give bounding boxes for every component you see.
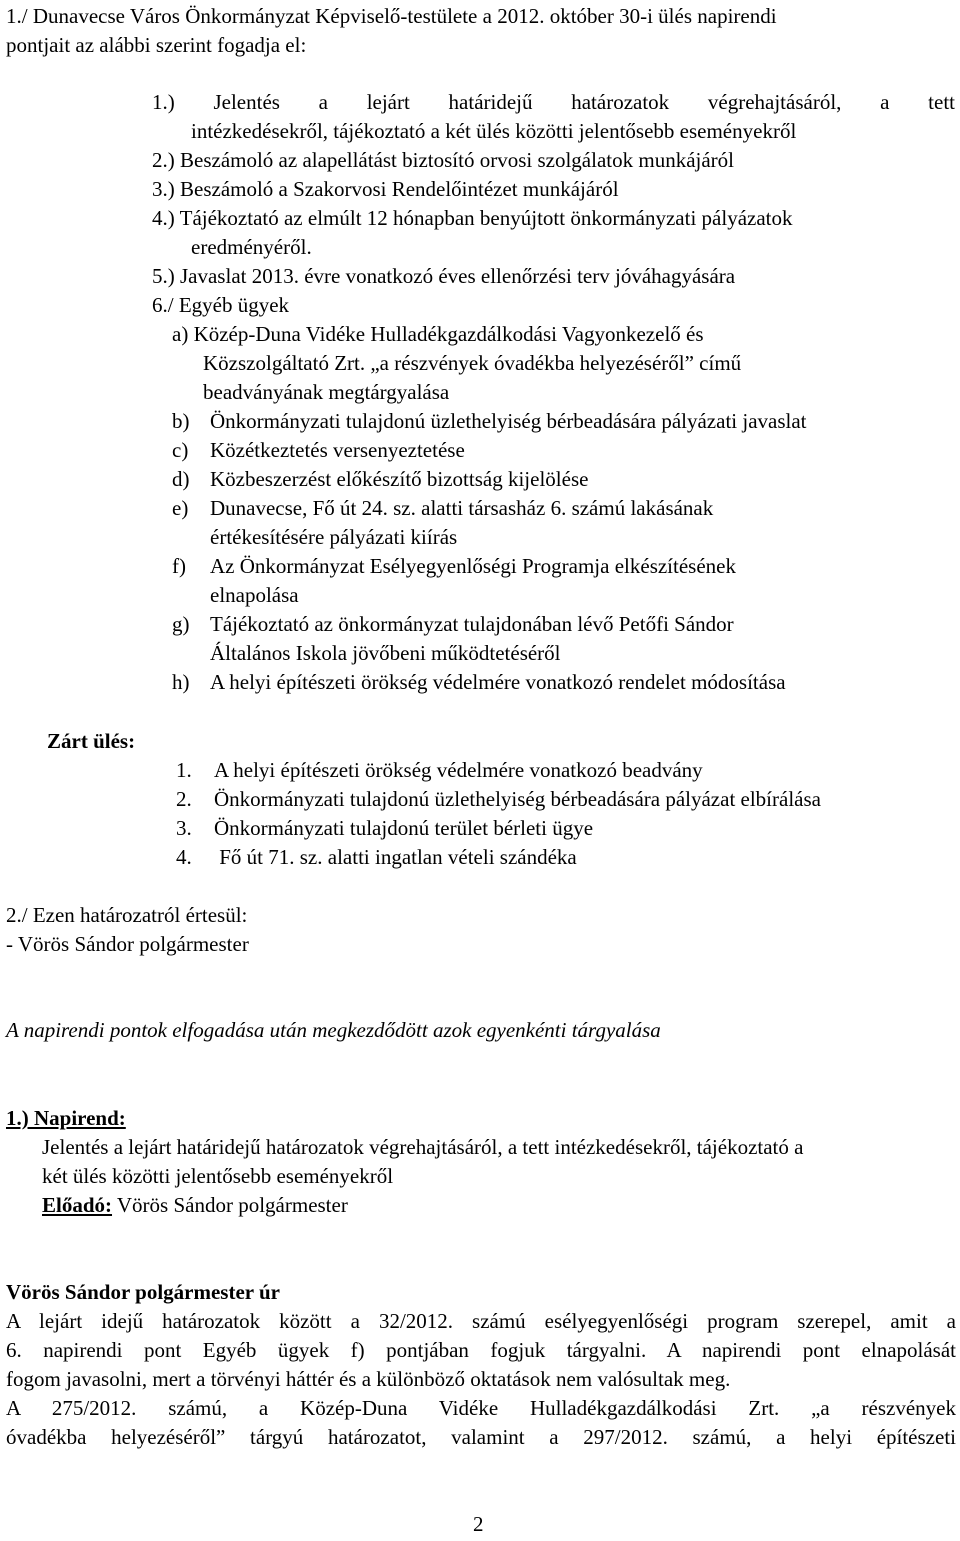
sub-item-e bbox=[172, 494, 713, 523]
sub-item-a-line-3: beadványának megtárgyalása bbox=[203, 380, 450, 404]
agenda-item-1-line-1: 1.) Jelentés a lejárt határidejű határozatok végrehajtásáról, a tett bbox=[152, 90, 955, 114]
sub-item-b bbox=[172, 407, 807, 436]
closed-item-3 bbox=[176, 814, 593, 843]
sub-item-f bbox=[172, 552, 736, 581]
napirend-text-line-2: két ülés közötti jelentősebb eseményekről bbox=[42, 1164, 394, 1188]
closed-item-4 bbox=[176, 843, 577, 872]
closed-session-label: Zárt ülés: bbox=[47, 729, 136, 753]
presenter-name: Vörös Sándor polgármester bbox=[112, 1193, 348, 1217]
sub-item-g bbox=[172, 610, 734, 639]
sub-item-d-label: d) bbox=[172, 467, 190, 491]
agenda-item-1-line-2: intézkedésekről, tájékoztató a két ülés közötti jelentősebb eseményekről bbox=[191, 119, 797, 143]
sub-item-h bbox=[172, 668, 786, 697]
closed-item-text: Önkormányzati tulajdonú terület bérleti ügye bbox=[214, 816, 594, 840]
intro-line-1: 1./ Dunavecse Város Önkormányzat Képviselő-testülete a 2012. október 30-i ülés napirendi bbox=[6, 4, 777, 28]
page-number: 2 bbox=[473, 1512, 484, 1536]
sub-item-a-line-2: Közszolgáltató Zrt. „a részvények óvadékba helyezéséről” című bbox=[203, 351, 742, 375]
agenda-item-5: 5.) Javaslat 2013. évre vonatkozó éves ellenőrzési terv jóváhagyására bbox=[152, 264, 736, 288]
agenda-item-4-line-1: 4.) Tájékoztató az elmúlt 12 hónapban benyújtott önkormányzati pályázatok bbox=[152, 206, 793, 230]
presenter-line bbox=[42, 1191, 348, 1220]
agenda-item-4-line-2: eredményéről. bbox=[191, 235, 312, 259]
sub-item-c bbox=[172, 436, 465, 465]
speaker-text-line-3: fogom javasolni, mert a törvényi háttér és a különböző oktatások nem valósultak meg. bbox=[6, 1367, 731, 1391]
agenda-item-3: 3.) Beszámoló a Szakorvosi Rendelőintézet munkájáról bbox=[152, 177, 619, 201]
closed-item-2 bbox=[176, 785, 821, 814]
agenda-item-2: 2.) Beszámoló az alapellátást biztosító orvosi szolgálatok munkájáról bbox=[152, 148, 735, 172]
sub-item-b-label: b) bbox=[172, 409, 190, 433]
speaker-text-line-5: óvadékba helyezéséről” tárgyú határozatot, valamint a 297/2012. számú, a helyi építészeti bbox=[6, 1425, 956, 1449]
sub-item-f-label: f) bbox=[172, 554, 186, 578]
closed-item-num: 4. bbox=[176, 845, 192, 869]
agenda-item-6: 6./ Egyéb ügyek bbox=[152, 293, 290, 317]
sub-item-g-line-2: Általános Iskola jövőbeni működtetéséről bbox=[210, 641, 561, 665]
sub-item-a-line-1: a) Közép-Duna Vidéke Hulladékgazdálkodási Vagyonkezelő és bbox=[172, 322, 704, 346]
sub-item-h-label: h) bbox=[172, 670, 190, 694]
sub-item-h-text: A helyi építészeti örökség védelmére vonatkozó rendelet módosítása bbox=[210, 670, 786, 694]
speaker-name: Vörös Sándor polgármester úr bbox=[6, 1280, 280, 1304]
sub-item-e-label: e) bbox=[172, 496, 189, 520]
notify-line-2: - Vörös Sándor polgármester bbox=[6, 932, 249, 956]
sub-item-c-text: Közétkeztetés versenyeztetése bbox=[210, 438, 465, 462]
closed-item-num: 1. bbox=[176, 758, 192, 782]
napirend-label: 1.) Napirend: bbox=[6, 1106, 126, 1130]
speaker-text-line-4: A 275/2012. számú, a Közép-Duna Vidéke Hulladékgazdálkodási Zrt. „a részvények bbox=[6, 1396, 956, 1420]
speaker-text-line-2: 6. napirendi pont Egyéb ügyek f) pontjában fogjuk tárgyalni. A napirendi pont elnapolását bbox=[6, 1338, 956, 1362]
sub-item-d-text: Közbeszerzést előkészítő bizottság kijelölése bbox=[210, 467, 589, 491]
closed-item-1 bbox=[176, 756, 703, 785]
speaker-text-line-1: A lejárt idejű határozatok között a 32/2012. számú esélyegyenlőségi program szerepel, amit a bbox=[6, 1309, 956, 1333]
closed-item-text: A helyi építészeti örökség védelmére vonatkozó beadvány bbox=[214, 758, 703, 782]
sub-item-b-text: Önkormányzati tulajdonú üzlethelyiség bérbeadására pályázati javaslat bbox=[210, 409, 807, 433]
sub-item-g-label: g) bbox=[172, 612, 190, 636]
closed-item-num: 2. bbox=[176, 787, 192, 811]
intro-line-2: pontjait az alábbi szerint fogadja el: bbox=[6, 33, 307, 57]
closed-item-text: Önkormányzati tulajdonú üzlethelyiség bérbeadására pályázat elbírálása bbox=[214, 787, 821, 811]
closed-item-num: 3. bbox=[176, 816, 192, 840]
closed-item-text: Fő út 71. sz. alatti ingatlan vételi szándéka bbox=[214, 845, 577, 869]
sub-item-f-line-2: elnapolása bbox=[210, 583, 299, 607]
sub-item-d bbox=[172, 465, 588, 494]
sub-item-f-text-1: Az Önkormányzat Esélyegyenlőségi Programja elkészítésének bbox=[210, 554, 736, 578]
napirend-text-line-1: Jelentés a lejárt határidejű határozatok végrehajtásáról, a tett intézkedésekről, tájékoztató a bbox=[42, 1135, 804, 1159]
sub-item-e-text-1: Dunavecse, Fő út 24. sz. alatti társasház 6. számú lakásának bbox=[210, 496, 714, 520]
notify-line-1: 2./ Ezen határozatról értesül: bbox=[6, 903, 248, 927]
discussion-start-note: A napirendi pontok elfogadása után megkezdődött azok egyenkénti tárgyalása bbox=[6, 1018, 661, 1042]
sub-item-c-label: c) bbox=[172, 438, 189, 462]
presenter-label: Előadó: bbox=[42, 1193, 113, 1217]
sub-item-g-text-1: Tájékoztató az önkormányzat tulajdonában lévő Petőfi Sándor bbox=[210, 612, 734, 636]
sub-item-e-line-2: értékesítésére pályázati kiírás bbox=[210, 525, 458, 549]
